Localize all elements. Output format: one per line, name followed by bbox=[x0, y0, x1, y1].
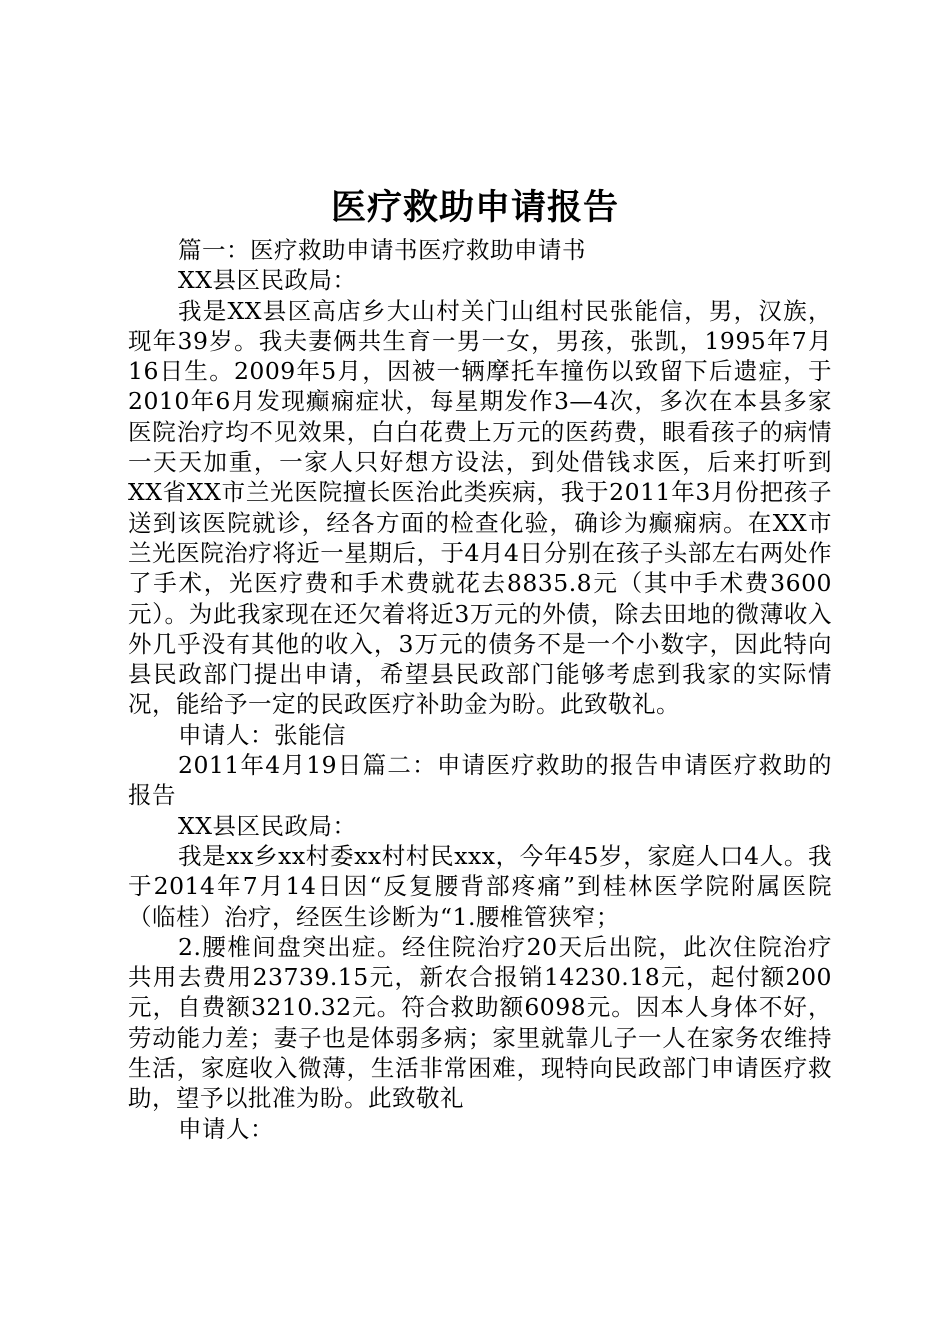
document-title: 医疗救助申请报告 bbox=[330, 187, 619, 228]
applicant-signature-line-second: 申请人： bbox=[178, 1114, 274, 1143]
salutation-recipient: XX县区民政局： bbox=[178, 266, 357, 295]
section-heading-part-one: 篇一：医疗救助申请书医疗救助申请书 bbox=[178, 236, 586, 264]
application-body-paragraph-third: 2.腰椎间盘突出症。经住院治疗20天后出院，此次住院治疗共用去费用23739.15元，新农合报销14230.18元，起付额200元，自费额3210.32元。符合救助额6098元。因本人身体不好，劳动能力差；妻子也是体弱多病；家里就靠儿子一人在家务农维持生活，家庭收入微薄，生活非常困难，现特向民政部门申请医疗救助，望予以批准为盼。此致敬礼 bbox=[128, 932, 832, 1113]
application-body-paragraph-second: 我是xx乡xx村委xx村村民xxx，今年45岁，家庭人口4人。我于2014年7月14日因“反复腰背部疼痛”到桂林医学院附属医院（临桂）治疗，经医生诊断为“1.腰椎管狭窄； bbox=[128, 841, 832, 931]
salutation-recipient-second: XX县区民政局： bbox=[178, 811, 357, 840]
date-and-section-heading-part-two: 2011年4月19日篇二：申请医疗救助的报告申请医疗救助的报告 bbox=[128, 751, 832, 810]
applicant-signature-line: 申请人：张能信 bbox=[178, 720, 346, 749]
application-body-paragraph: 我是XX县区高店乡大山村关门山组村民张能信，男，汉族，现年39岁。我夫妻俩共生育一男一女，男孩，张凯，1995年7月16日生。2009年5月，因被一辆摩托车撞伤以致留下后遗症，于2010年6月发现癫痫症状，每星期发作3—4次，多次在本县多家医院治疗均不见效果，白白花费上万元的医药费，眼看孩子的病情一天天加重，一家人只好想方设法，到处借钱求医，后来打听到XX省XX市兰光医院擅长医治此类疾病，我于2011年3月份把孩子送到该医院就诊，经各方面的检查化验，确诊为癫痫病。在XX市兰光医院治疗将近一星期后，于4月4日分别在孩子头部左右两处作了手术，光医疗费和手术费就花去8835.8元（其中手术费3600元）。为此我家现在还欠着将近3万元的外债，除去田地的微薄收入外几乎没有其他的收入，3万元的债务不是一个小数字，因此特向县民政部门提出申请，希望县民政部门能够考虑到我家的实际情况，能给予一定的民政医疗补助金为盼。此致敬礼。 bbox=[128, 296, 832, 719]
document-body bbox=[128, 235, 832, 1144]
